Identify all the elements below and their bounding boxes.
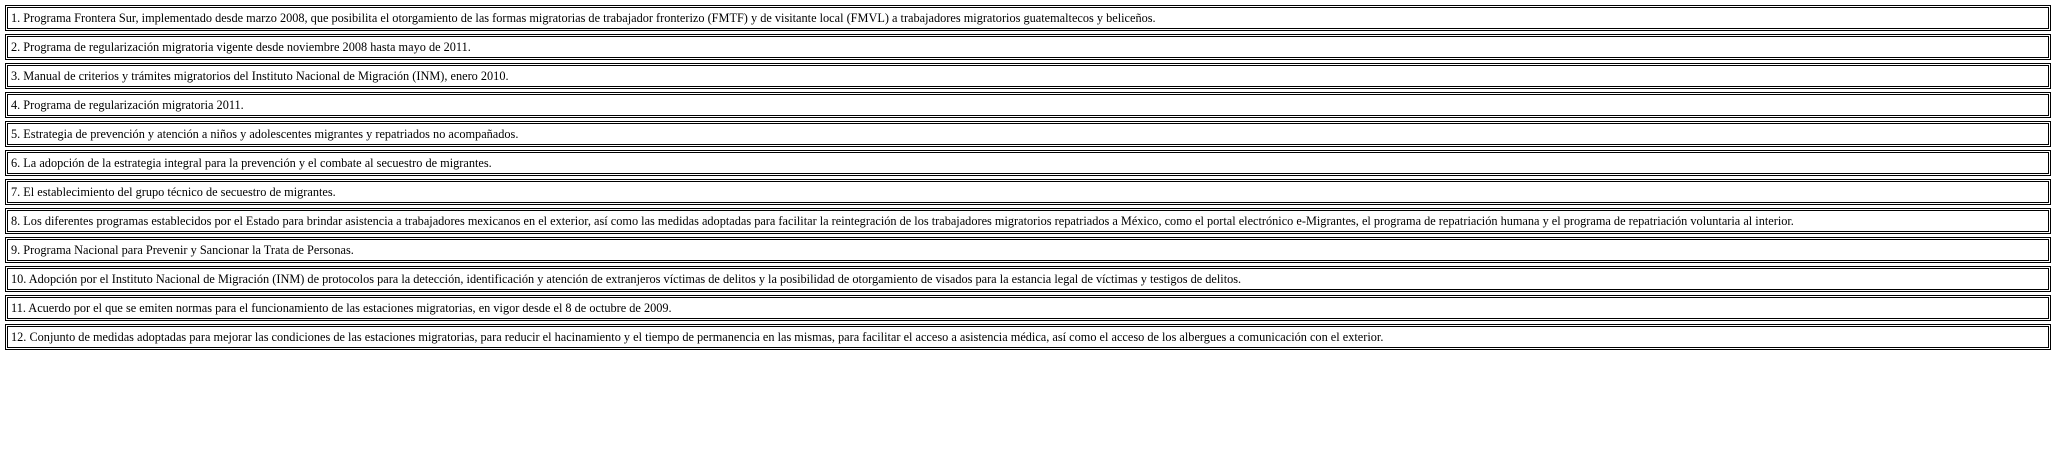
- list-item: 3. Manual de criterios y trámites migratorios del Instituto Nacional de Migración (INM), enero 2010.: [5, 63, 2051, 89]
- list-item: 7. El establecimiento del grupo técnico de secuestro de migrantes.: [5, 179, 2051, 205]
- list-item: 5. Estrategia de prevención y atención a niños y adolescentes migrantes y repatriados no acompañados.: [5, 121, 2051, 147]
- list-item: 12. Conjunto de medidas adoptadas para mejorar las condiciones de las estaciones migratorias, para reducir el hacinamiento y el tiempo de permanencia en las mismas, para facilitar el acceso a asistencia médica, así como el acceso de los albergues a comunicación con el exterior.: [5, 324, 2051, 350]
- list-item: 4. Programa de regularización migratoria 2011.: [5, 92, 2051, 118]
- list-item: 6. La adopción de la estrategia integral para la prevención y el combate al secuestro de migrantes.: [5, 150, 2051, 176]
- list-item: 1. Programa Frontera Sur, implementado desde marzo 2008, que posibilita el otorgamiento de las formas migratorias de trabajador fronterizo (FMTF) y de visitante local (FMVL) a trabajadores migratorios guatemaltecos y beliceños.: [5, 5, 2051, 31]
- list-item: 11. Acuerdo por el que se emiten normas para el funcionamiento de las estaciones migratorias, en vigor desde el 8 de octubre de 2009.: [5, 295, 2051, 321]
- measures-list: [5, 5, 2051, 353]
- list-item: 10. Adopción por el Instituto Nacional de Migración (INM) de protocolos para la detección, identificación y atención de extranjeros víctimas de delitos y la posibilidad de otorgamiento de visados para la estancia legal de víctimas y testigos de delitos.: [5, 266, 2051, 292]
- list-item: 8. Los diferentes programas establecidos por el Estado para brindar asistencia a trabajadores mexicanos en el exterior, así como las medidas adoptadas para facilitar la reintegración de los trabajadores migratorios repatriados a México, como el portal electrónico e-Migrantes, el programa de repatriación humana y el programa de repatriación voluntaria al interior.: [5, 208, 2051, 234]
- list-item: 2. Programa de regularización migratoria vigente desde noviembre 2008 hasta mayo de 2011.: [5, 34, 2051, 60]
- list-item: 9. Programa Nacional para Prevenir y Sancionar la Trata de Personas.: [5, 237, 2051, 263]
